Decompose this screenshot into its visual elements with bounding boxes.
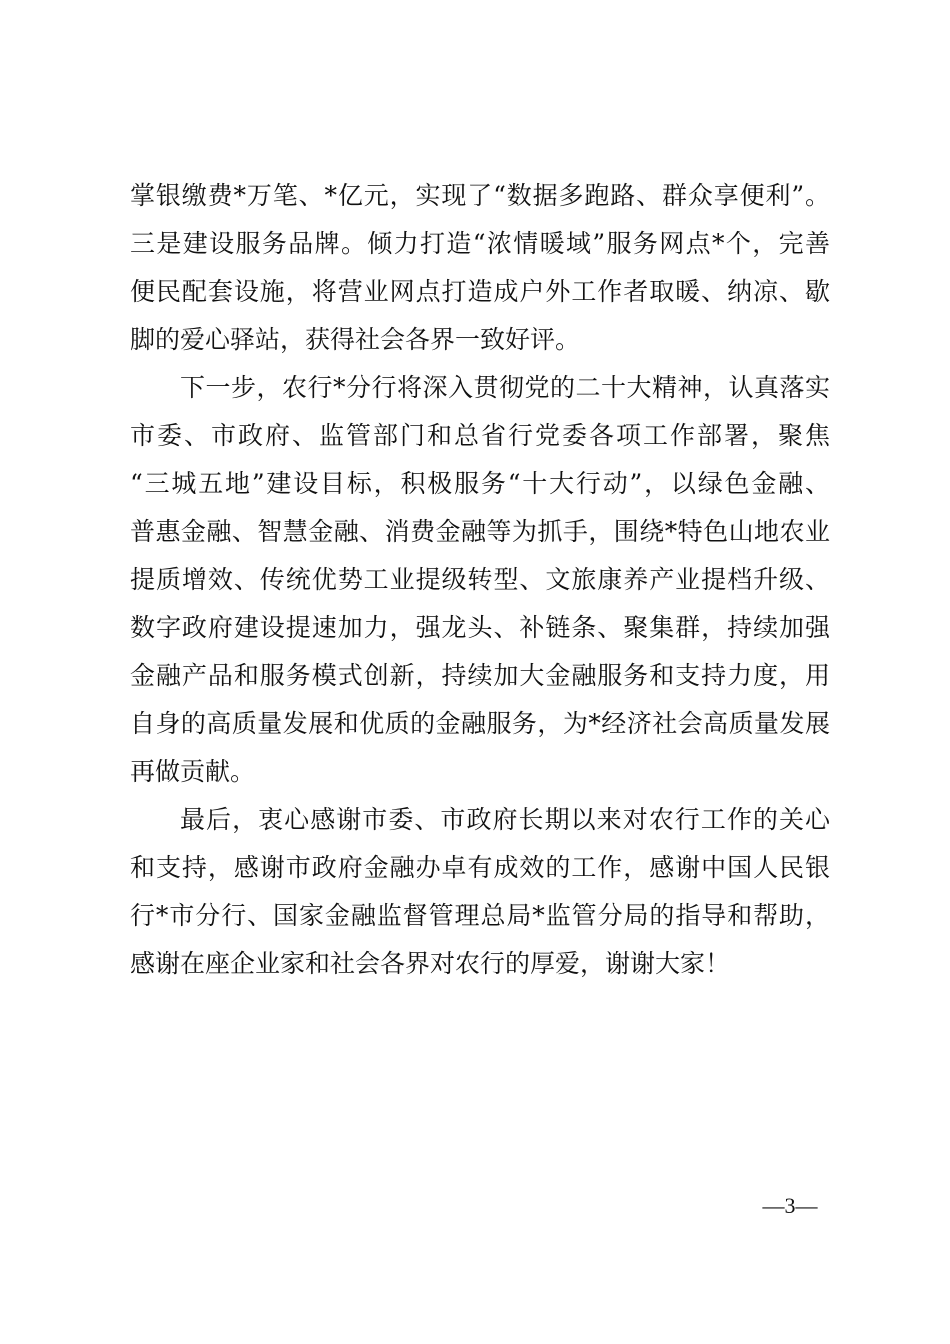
paragraph-1-line-4: 脚的爱心驿站，获得社会各界一致好评。 — [130, 325, 581, 354]
paragraph-2-line-2: 市委、市政府、监管部门和总省行党委各项工作部署，聚焦 — [130, 421, 830, 450]
paragraph-2-line-3: “三城五地”建设目标，积极服务“十大行动”，以绿色金融、 — [130, 469, 830, 498]
paragraph-2-line-5: 提质增效、传统优势工业提级转型、文旅康养产业提档升级、 — [130, 565, 830, 594]
paragraph-3-line-1: 最后，衷心感谢市委、市政府长期以来对农行工作的关心 — [180, 805, 830, 834]
paragraph-1-line-2: 三是建设服务品牌。倾力打造“浓情暖域”服务网点*个，完善 — [130, 229, 830, 258]
paragraph-1-line-3: 便民配套设施，将营业网点打造成户外工作者取暖、纳凉、歇 — [130, 277, 830, 306]
paragraph-1-line-1: 掌银缴费*万笔、*亿元，实现了“数据多跑路、群众享便利”。 — [130, 181, 830, 210]
paragraph-2-line-1: 下一步，农行*分行将深入贯彻党的二十大精神，认真落实 — [180, 373, 830, 402]
paragraph-3-line-3: 行*市分行、国家金融监督管理总局*监管分局的指导和帮助， — [130, 901, 830, 930]
paragraph-2-line-4: 普惠金融、智慧金融、消费金融等为抓手，围绕*特色山地农业 — [130, 517, 830, 546]
paragraph-2-line-9: 再做贡献。 — [130, 757, 256, 786]
paragraph-3-line-4: 感谢在座企业家和社会各界对农行的厚爱，谢谢大家！ — [130, 949, 731, 978]
paragraph-2-line-8: 自身的高质量发展和优质的金融服务，为*经济社会高质量发展 — [130, 709, 830, 738]
paragraph-3-line-2: 和支持，感谢市政府金融办卓有成效的工作，感谢中国人民银 — [130, 853, 830, 882]
page-number: —3— — [762, 1193, 818, 1218]
paragraph-2-line-6: 数字政府建设提速加力，强龙头、补链条、聚集群，持续加强 — [130, 613, 830, 642]
paragraph-2-line-7: 金融产品和服务模式创新，持续加大金融服务和支持力度，用 — [130, 661, 830, 690]
